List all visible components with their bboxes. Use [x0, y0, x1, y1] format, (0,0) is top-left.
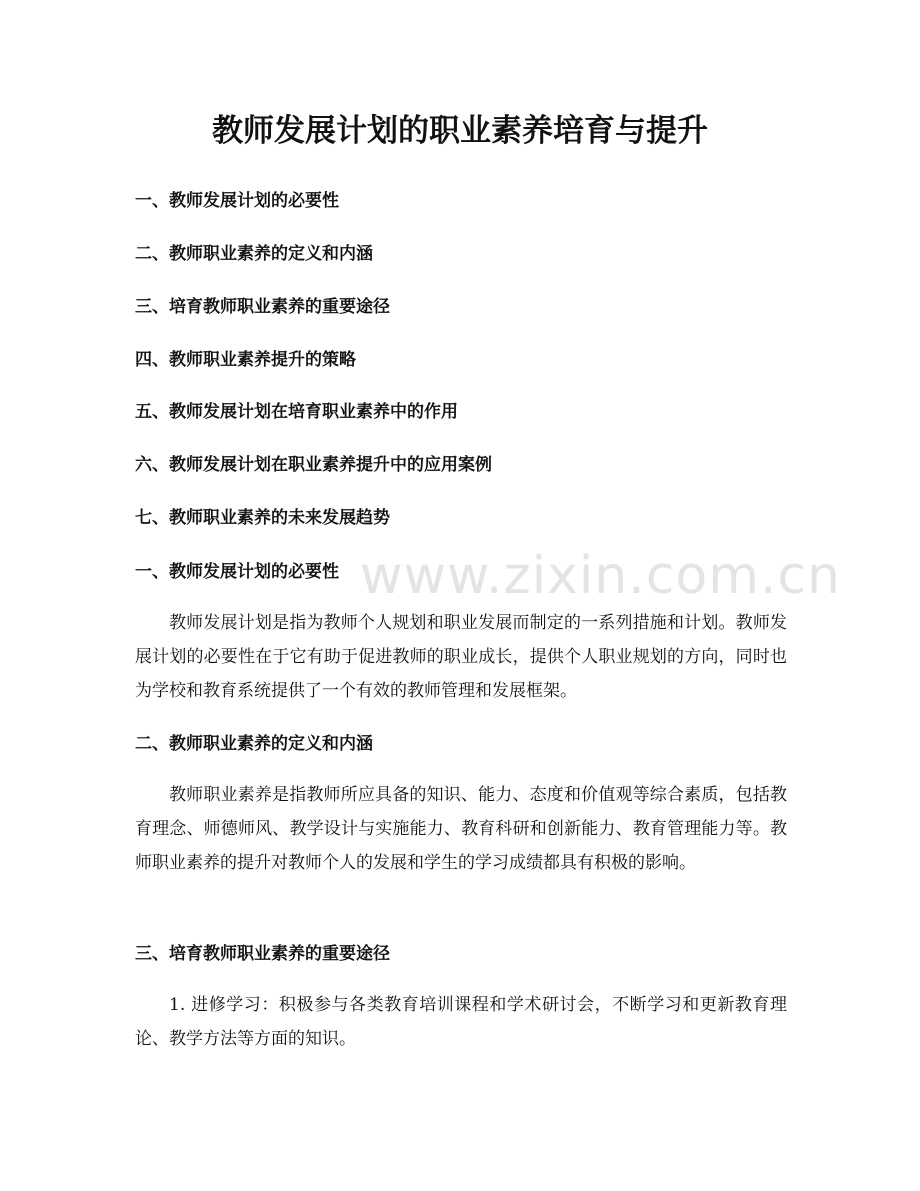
watermark-text: www.zixin.com.cn: [360, 546, 841, 606]
toc-item-2: 二、教师职业素养的定义和内涵: [135, 244, 373, 264]
toc-item-1: 一、教师发展计划的必要性: [135, 191, 339, 211]
section-paragraph-1: 教师发展计划是指为教师个人规划和职业发展而制定的一系列措施和计划。教师发展计划的必要性在于它有助于促进教师的职业成长，提供个人职业规划的方向，同时也为学校和教育系统提供了一个有效的教师管理和发展框架。: [135, 613, 787, 701]
section-heading-1: 一、教师发展计划的必要性: [135, 562, 339, 582]
toc-item-4: 四、教师职业素养提升的策略: [135, 350, 356, 370]
toc-item-3: 三、培育教师职业素养的重要途径: [135, 297, 390, 317]
section-paragraph-3: 1. 进修学习：积极参与各类教育培训课程和学术研讨会，不断学习和更新教育理论、教学方法等方面的知识。: [135, 995, 787, 1049]
toc-item-7: 七、教师职业素养的未来发展趋势: [135, 508, 390, 528]
section-heading-3: 三、培育教师职业素养的重要途径: [135, 944, 390, 964]
section-heading-2: 二、教师职业素养的定义和内涵: [135, 734, 373, 754]
section-paragraph-2: 教师职业素养是指教师所应具备的知识、能力、态度和价值观等综合素质，包括教育理念、师德师风、教学设计与实施能力、教育科研和创新能力、教育管理能力等。教师职业素养的提升对教师个人的发展和学生的学习成绩都具有积极的影响。: [135, 785, 787, 873]
document-title: 教师发展计划的职业素养培育与提升: [212, 113, 708, 149]
toc-item-6: 六、教师发展计划在职业素养提升中的应用案例: [135, 455, 492, 475]
toc-item-5: 五、教师发展计划在培育职业素养中的作用: [135, 402, 458, 422]
